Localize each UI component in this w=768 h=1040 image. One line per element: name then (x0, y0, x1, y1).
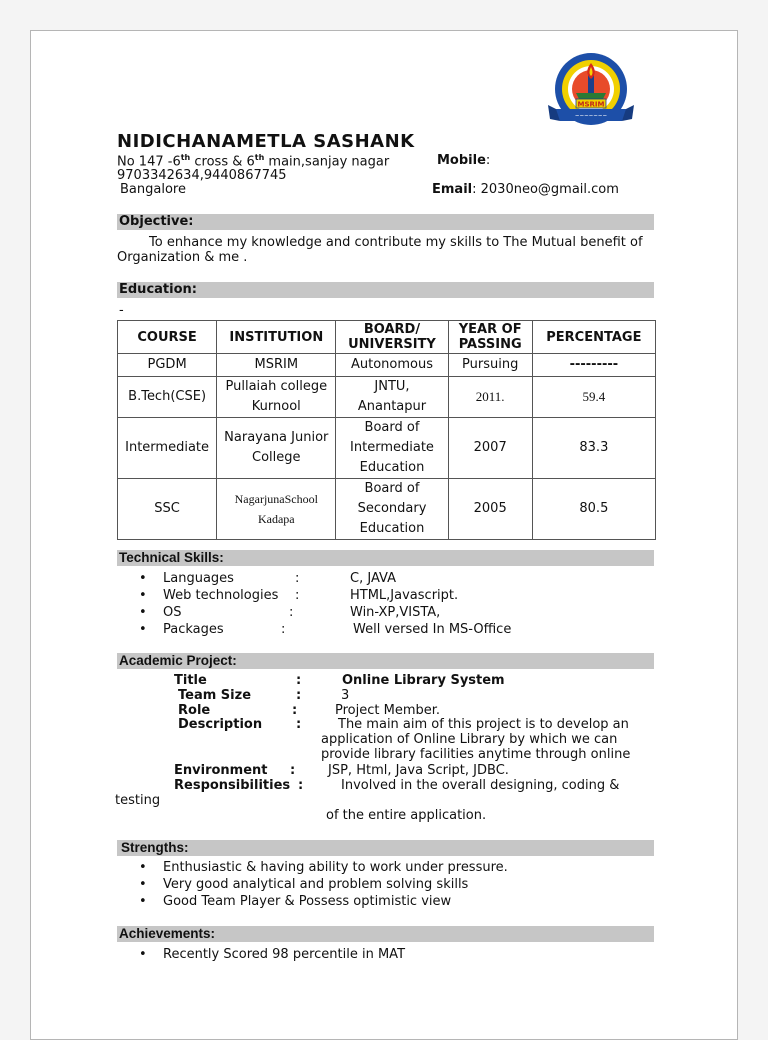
table-cell: Intermediate (118, 418, 217, 479)
responsibilities-label: Responsibilities (174, 778, 291, 793)
table-cell: PGDM (118, 354, 217, 377)
table-cell: 59.4 (532, 377, 655, 418)
institute-logo (546, 49, 636, 133)
colon: : (292, 703, 298, 718)
technical-skills-list (117, 570, 512, 638)
team-size-value: 3 (341, 688, 350, 703)
city: Bangalore (120, 182, 186, 197)
list-item: • Web technologies : HTML,Javascript. (117, 587, 278, 604)
table-row (118, 479, 656, 540)
list-item: • OS : Win-XP,VISTA, (117, 604, 278, 621)
environment-label: Environment (174, 763, 268, 778)
table-header: YEAR OF PASSING (448, 321, 532, 354)
academic-project-heading: Academic Project: (117, 653, 654, 669)
table-cell: 2005 (448, 479, 532, 540)
table-cell: Autonomous (336, 354, 448, 377)
role-label: Role (178, 703, 211, 718)
table-cell: 2007 (448, 418, 532, 479)
table-header-row (118, 321, 656, 354)
table-cell: JNTU, Anantapur (336, 377, 448, 418)
list-item: • Recently Scored 98 percentile in MAT (117, 946, 405, 963)
table-cell: --------- (532, 354, 655, 377)
education-table (117, 320, 656, 540)
achievements-list (117, 946, 405, 963)
list-item: • Enthusiastic & having ability to work under pressure. (117, 859, 508, 876)
strengths-list (117, 859, 508, 910)
colon: : (290, 763, 296, 778)
resume-page (30, 30, 738, 1040)
logo-motto: ~~~~~~~ (574, 113, 608, 120)
achievements-heading: Achievements: (117, 926, 654, 942)
table-row (118, 418, 656, 479)
logo-text: MSRIM (577, 100, 605, 109)
description-line3: provide library facilities anytime through online (321, 747, 631, 762)
role-value: Project Member. (335, 703, 441, 718)
colon: : (296, 717, 302, 732)
table-header: INSTITUTION (217, 321, 336, 354)
education-heading: Education: (117, 282, 654, 298)
email: Email: 2030neo@gmail.com (432, 182, 619, 197)
table-cell: Board of Intermediate Education (336, 418, 448, 479)
project-title-label: Title (174, 673, 207, 688)
list-item: • Packages : Well versed In MS-Office (117, 621, 278, 638)
table-header: COURSE (118, 321, 217, 354)
list-item: • Good Team Player & Possess optimistic view (117, 893, 508, 910)
colon: : (298, 778, 304, 793)
mobile-label: Mobile: (437, 153, 491, 168)
table-cell: B.Tech(CSE) (118, 377, 217, 418)
table-cell: MSRIM (217, 354, 336, 377)
strengths-heading: Strengths: (117, 840, 654, 856)
table-row (118, 377, 656, 418)
address-line: No 147 -6th cross & 6th main,sanjay nagar (117, 153, 390, 170)
table-header: BOARD/ UNIVERSITY (336, 321, 448, 354)
list-item: • Very good analytical and problem solving skills (117, 876, 508, 893)
candidate-name: NIDICHANAMETLA SASHANK (117, 131, 415, 152)
colon: : (296, 673, 302, 688)
responsibilities-line1: Involved in the overall designing, coding & (341, 778, 620, 793)
table-cell: SSC (118, 479, 217, 540)
education-dash: - (119, 303, 124, 318)
responsibilities-line3: of the entire application. (326, 808, 487, 823)
table-cell: 2011. (448, 377, 532, 418)
list-item: • Languages : C, JAVA (117, 570, 278, 587)
responsibilities-line2: testing (115, 793, 161, 808)
project-title-value: Online Library System (342, 673, 505, 688)
description-line1: The main aim of this project is to develop an (338, 717, 629, 732)
table-cell: NagarjunaSchool Kadapa (217, 479, 336, 540)
table-row (118, 354, 656, 377)
table-cell: Pullaiah college Kurnool (217, 377, 336, 418)
table-cell: 83.3 (532, 418, 655, 479)
colon: : (296, 688, 302, 703)
table-cell: 80.5 (532, 479, 655, 540)
technical-skills-heading: Technical Skills: (117, 550, 654, 566)
team-size-label: Team Size (178, 688, 252, 703)
environment-value: JSP, Html, Java Script, JDBC. (328, 763, 509, 778)
objective-line1: To enhance my knowledge and contribute my skills to The Mutual benefit of (149, 235, 643, 250)
objective-line2: Organization & me . (117, 250, 248, 265)
description-label: Description (178, 717, 263, 732)
table-cell: Narayana Junior College (217, 418, 336, 479)
table-cell: Board of Secondary Education (336, 479, 448, 540)
table-cell: Pursuing (448, 354, 532, 377)
description-line2: application of Online Library by which we can (321, 732, 618, 747)
table-header: PERCENTAGE (532, 321, 655, 354)
phone-numbers: 9703342634,9440867745 (117, 168, 287, 183)
objective-heading: Objective: (117, 214, 654, 230)
